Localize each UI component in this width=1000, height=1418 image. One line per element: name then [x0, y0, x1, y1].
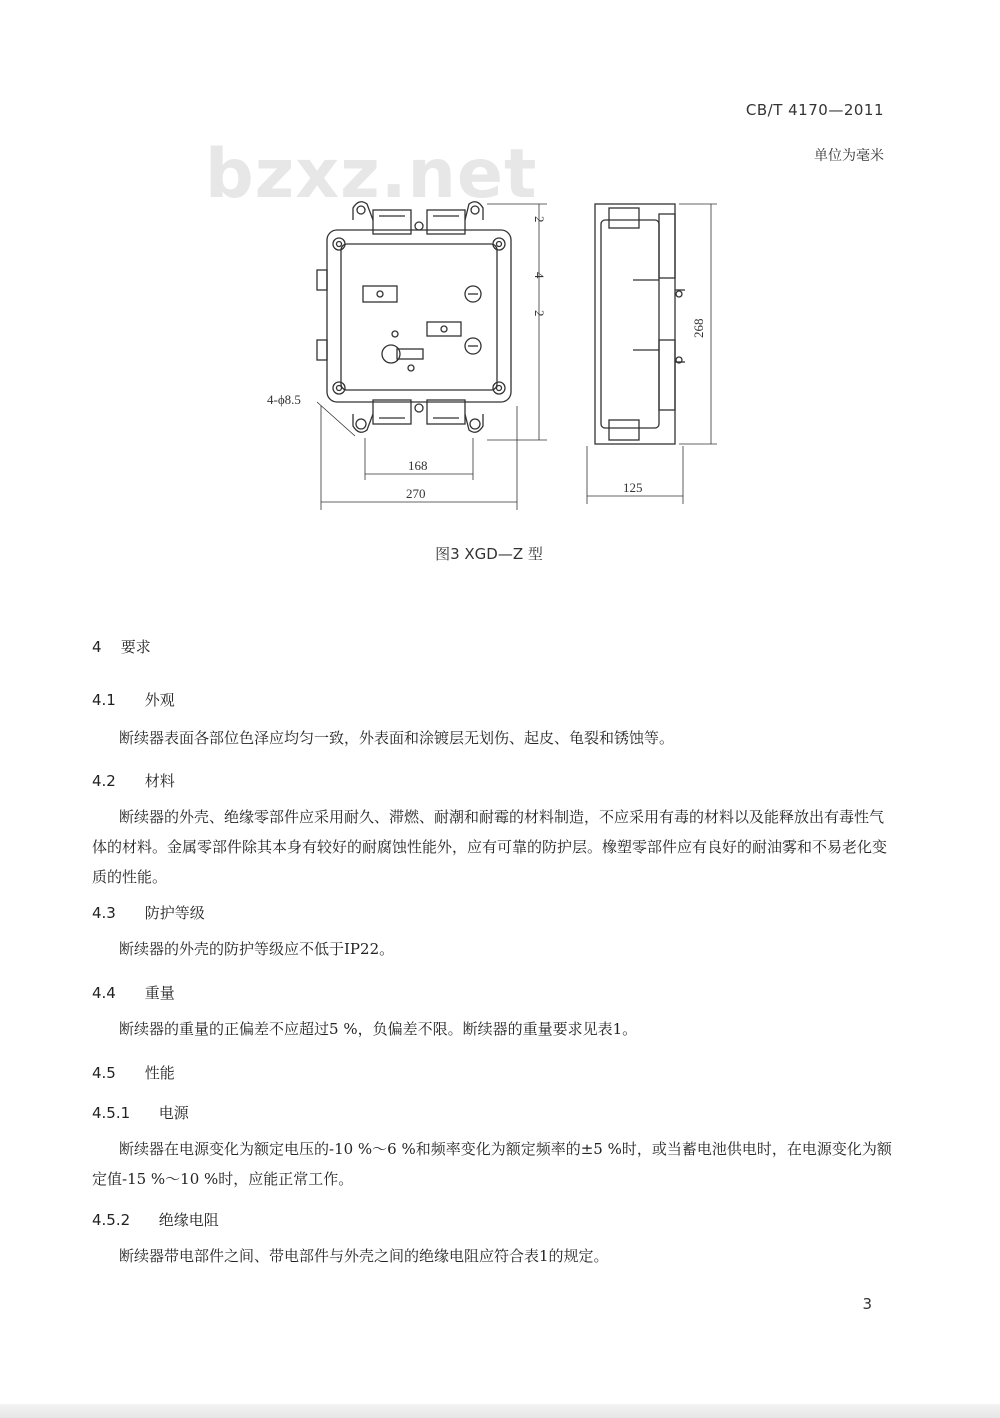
section-4-5-1-heading	[92, 1102, 892, 1123]
section-4-heading	[92, 636, 892, 657]
section-number: 4.5	[92, 1064, 116, 1082]
section-4-4-heading	[92, 982, 892, 1003]
dim-4: 4	[532, 272, 547, 279]
figure-caption: 图3 XGD—Z 型	[435, 545, 543, 563]
dim-125: 125	[623, 480, 643, 495]
section-4-2-text: 断续器的外壳、绝缘零部件应采用耐久、滞燃、耐潮和耐霉的材料制造，不应采用有毒的材料以及能释放出有毒性气体的材料。金属零部件除其本身有较好的耐腐蚀性能外，应有可靠的防护层。橡塑零部件应有良好的耐油雾和不易老化变质的性能。	[92, 808, 888, 886]
dim-168: 168	[408, 458, 428, 473]
section-title: 材料	[144, 772, 175, 790]
section-4-1-heading	[92, 689, 892, 710]
section-title: 性能	[144, 1064, 175, 1082]
dim-hole-spec: 4-ϕ8.5	[267, 392, 301, 407]
section-title: 防护等级	[144, 904, 205, 922]
section-title: 要求	[120, 638, 151, 656]
dim-268: 268	[691, 318, 706, 338]
section-title: 重量	[144, 984, 175, 1002]
dim-2-top: 2	[532, 216, 547, 223]
section-title: 电源	[158, 1104, 189, 1122]
units-note: 单位为毫米	[814, 148, 884, 164]
page-number: 3	[862, 1295, 872, 1313]
section-4-4-text: 断续器的重量的正偏差不应超过5 %，负偏差不限。断续器的重量要求见表1。	[119, 1020, 638, 1038]
section-number: 4.5.2	[92, 1211, 131, 1229]
section-4-5-2-heading	[92, 1209, 892, 1230]
section-4-1-text: 断续器表面各部位色泽应均匀一致，外表面和涂镀层无划伤、起皮、龟裂和锈蚀等。	[119, 729, 675, 747]
watermark: bzxz.net	[205, 135, 538, 214]
section-title: 绝缘电阻	[158, 1211, 219, 1229]
section-number: 4.1	[92, 691, 116, 709]
section-title: 外观	[144, 691, 175, 709]
technical-drawing	[255, 190, 735, 510]
section-4-5-heading	[92, 1062, 892, 1083]
section-number: 4.5.1	[92, 1104, 131, 1122]
dim-2-mid: 2	[532, 310, 547, 317]
section-4-2-heading	[92, 770, 892, 791]
section-number: 4.2	[92, 772, 116, 790]
standard-code: CB/T 4170—2011	[745, 101, 884, 119]
dim-270: 270	[406, 486, 426, 501]
section-number: 4	[92, 638, 102, 656]
section-4-3-text: 断续器的外壳的防护等级应不低于IP22。	[119, 940, 395, 958]
section-4-3-heading	[92, 902, 892, 923]
section-number: 4.3	[92, 904, 116, 922]
section-4-5-1-text: 断续器在电源变化为额定电压的-10 %～6 %和频率变化为额定频率的±5 %时，或当蓄电池供电时，在电源变化为额定值-15 %～10 %时，应能正常工作。	[92, 1140, 892, 1188]
section-4-5-2-text: 断续器带电部件之间、带电部件与外壳之间的绝缘电阻应符合表1的规定。	[119, 1247, 609, 1265]
section-number: 4.4	[92, 984, 116, 1002]
page-bottom-edge	[0, 1404, 1000, 1418]
